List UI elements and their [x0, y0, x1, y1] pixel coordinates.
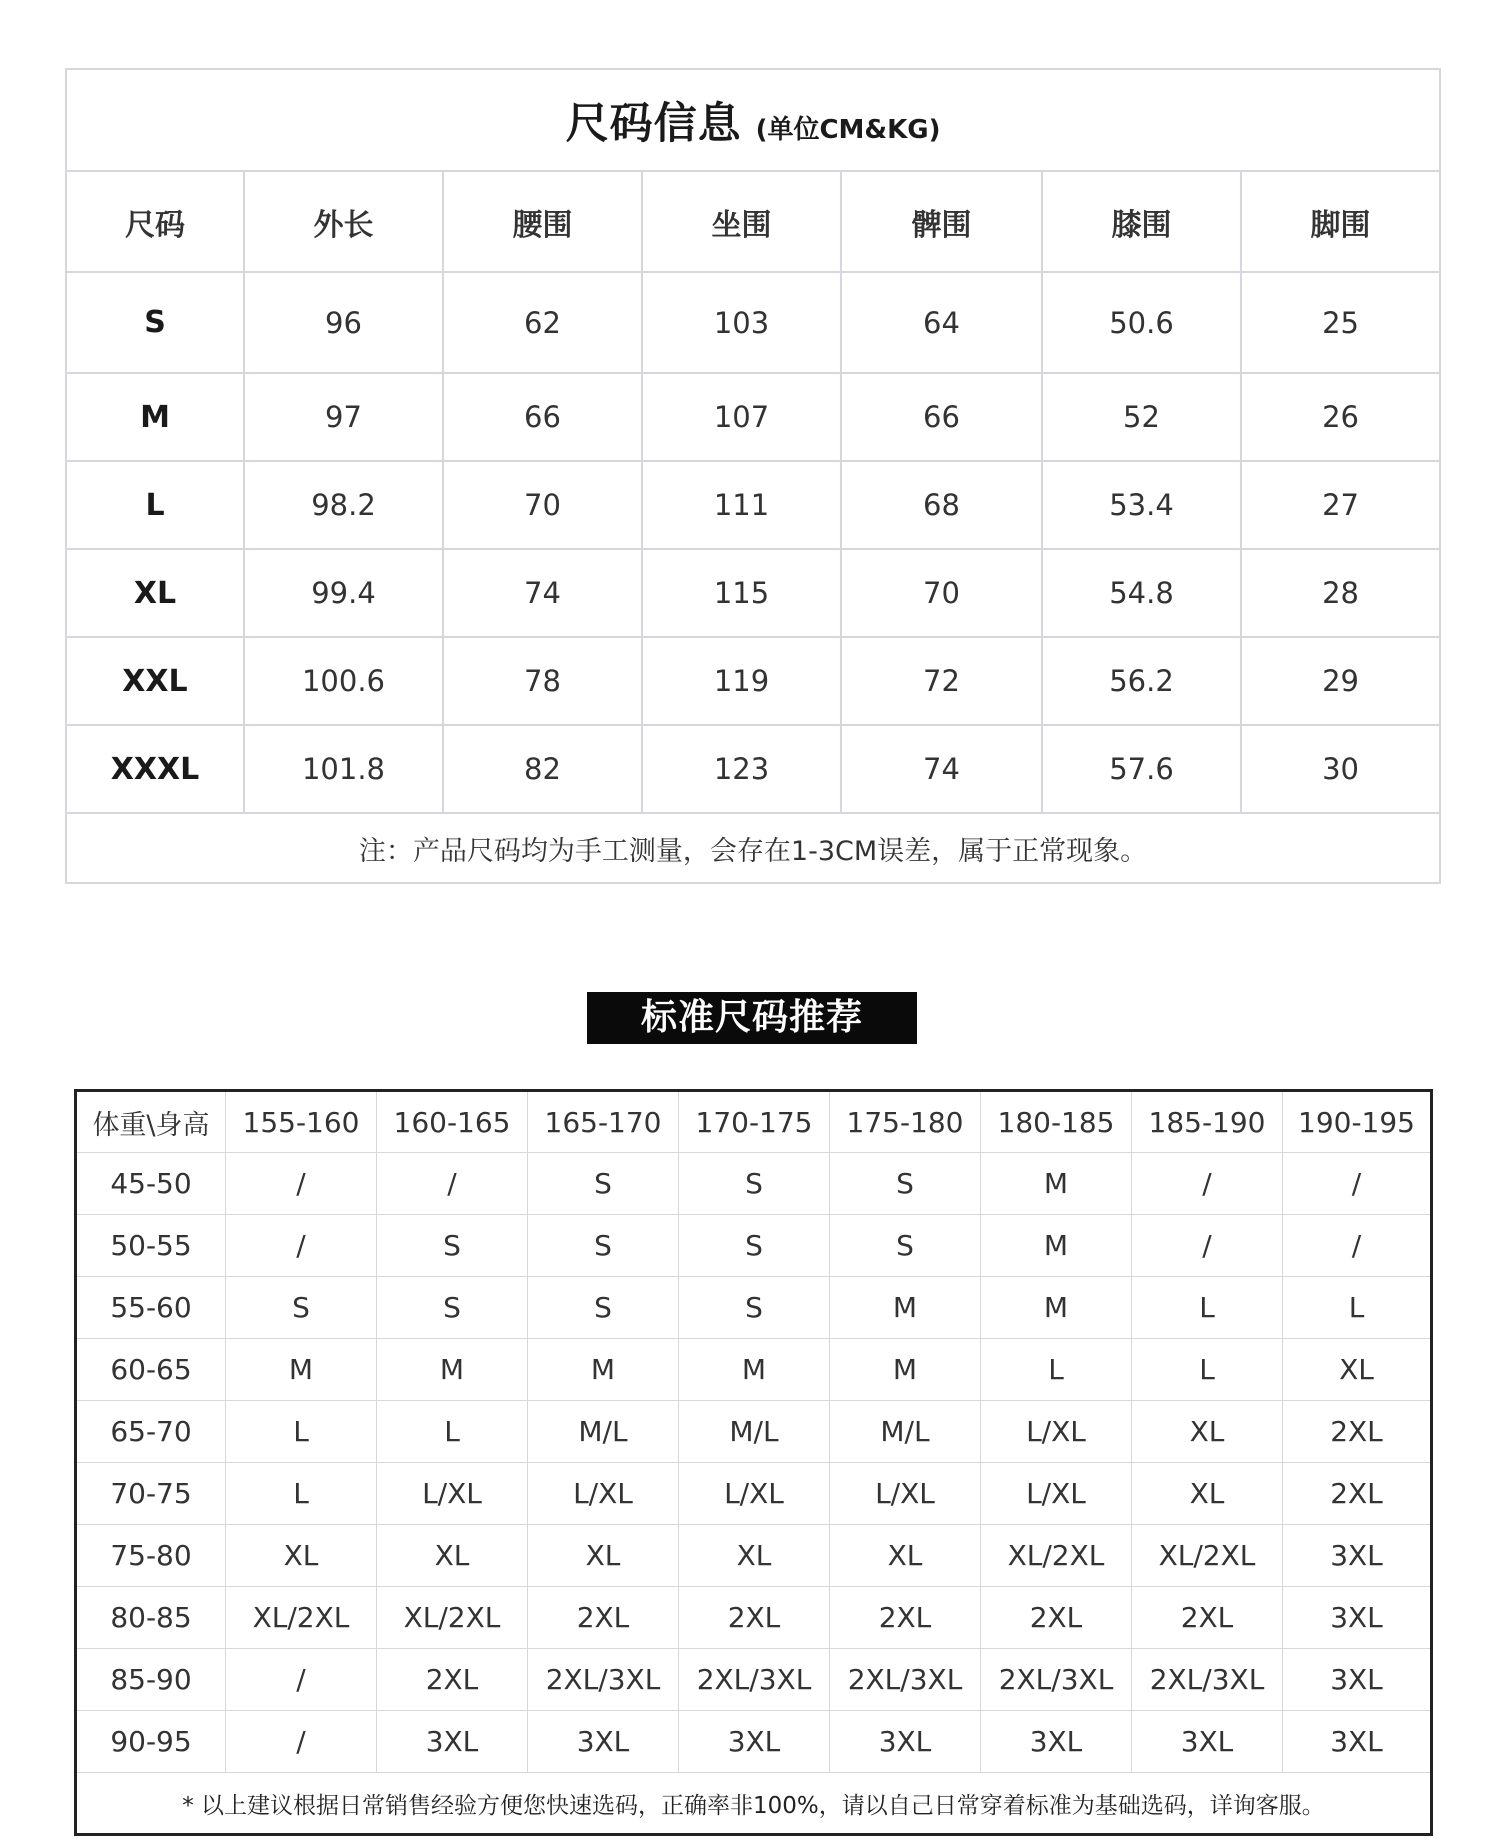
recommended-size-cell: XL/2XL [377, 1587, 528, 1649]
measurement-cell: 101.8 [244, 725, 443, 813]
recommended-size-cell: M [528, 1339, 679, 1401]
recommended-size-cell: M [679, 1339, 830, 1401]
recommended-size-cell: XL [1283, 1339, 1432, 1401]
recommended-size-cell: / [226, 1649, 377, 1711]
recommend-note-row [76, 1773, 1432, 1835]
measurement-cell: 98.2 [244, 461, 443, 549]
recommended-size-cell: L/XL [981, 1401, 1132, 1463]
measurement-cell: 111 [642, 461, 841, 549]
recommended-size-cell: S [377, 1277, 528, 1339]
recommended-size-cell: / [1283, 1215, 1432, 1277]
recommended-size-cell: XL [679, 1525, 830, 1587]
weight-range-cell: 80-85 [76, 1587, 226, 1649]
size-header-cell: 坐围 [642, 171, 841, 272]
measurement-cell: 27 [1241, 461, 1440, 549]
size-table-title [66, 69, 1440, 171]
height-header-cell: 180-185 [981, 1091, 1132, 1153]
measurement-cell: 57.6 [1042, 725, 1241, 813]
weight-range-cell: 65-70 [76, 1401, 226, 1463]
recommended-size-cell: 2XL [1283, 1463, 1432, 1525]
measurement-cell: 30 [1241, 725, 1440, 813]
recommended-size-cell: L/XL [830, 1463, 981, 1525]
table-row [66, 272, 1440, 373]
recommended-size-cell: L [1132, 1277, 1283, 1339]
recommended-size-cell: S [679, 1277, 830, 1339]
recommended-size-cell: 2XL/3XL [981, 1649, 1132, 1711]
size-table-header-row [66, 171, 1440, 272]
measurement-cell: 62 [443, 272, 642, 373]
recommended-size-cell: M [981, 1153, 1132, 1215]
recommended-size-cell: 3XL [528, 1711, 679, 1773]
recommended-size-cell: L [226, 1401, 377, 1463]
size-label: XXL [66, 637, 244, 725]
recommended-size-cell: S [830, 1153, 981, 1215]
recommended-size-cell: S [528, 1277, 679, 1339]
weight-range-cell: 75-80 [76, 1525, 226, 1587]
table-row [76, 1339, 1432, 1401]
recommended-size-cell: S [830, 1215, 981, 1277]
recommended-size-cell: 2XL [981, 1587, 1132, 1649]
recommended-size-cell: S [679, 1153, 830, 1215]
recommended-size-cell: XL/2XL [1132, 1525, 1283, 1587]
recommended-size-cell: M/L [528, 1401, 679, 1463]
recommended-size-cell: M [981, 1215, 1132, 1277]
measurement-cell: 99.4 [244, 549, 443, 637]
recommended-size-cell: XL [528, 1525, 679, 1587]
weight-height-corner: 体重\身高 [76, 1091, 226, 1153]
size-label: L [66, 461, 244, 549]
size-table-title-text: 尺码信息 [565, 98, 742, 149]
recommended-size-cell: 3XL [830, 1711, 981, 1773]
recommended-size-cell: XL [226, 1525, 377, 1587]
table-row [76, 1215, 1432, 1277]
height-header-cell: 185-190 [1132, 1091, 1283, 1153]
measurement-cell: 29 [1241, 637, 1440, 725]
weight-range-cell: 55-60 [76, 1277, 226, 1339]
measurement-cell: 119 [642, 637, 841, 725]
recommended-size-cell: 3XL [981, 1711, 1132, 1773]
table-row [76, 1649, 1432, 1711]
recommended-size-cell: 2XL/3XL [528, 1649, 679, 1711]
size-info-table [65, 68, 1441, 884]
recommended-size-cell: XL [830, 1525, 981, 1587]
weight-range-cell: 85-90 [76, 1649, 226, 1711]
recommended-size-cell: L [981, 1339, 1132, 1401]
height-header-cell: 175-180 [830, 1091, 981, 1153]
measurement-cell: 74 [841, 725, 1042, 813]
recommended-size-cell: 3XL [1283, 1587, 1432, 1649]
measurement-cell: 97 [244, 373, 443, 461]
recommended-size-cell: 2XL [679, 1587, 830, 1649]
size-header-cell: 腰围 [443, 171, 642, 272]
measurement-cell: 53.4 [1042, 461, 1241, 549]
recommended-size-cell: S [528, 1215, 679, 1277]
weight-range-cell: 45-50 [76, 1153, 226, 1215]
weight-range-cell: 90-95 [76, 1711, 226, 1773]
height-header-cell: 190-195 [1283, 1091, 1432, 1153]
recommended-size-cell: S [377, 1215, 528, 1277]
size-header-cell: 髀围 [841, 171, 1042, 272]
measurement-cell: 56.2 [1042, 637, 1241, 725]
table-row [76, 1153, 1432, 1215]
recommended-size-cell: 3XL [679, 1711, 830, 1773]
measurement-cell: 28 [1241, 549, 1440, 637]
recommended-size-cell: 2XL/3XL [679, 1649, 830, 1711]
table-row [76, 1525, 1432, 1587]
recommended-size-cell: XL [1132, 1401, 1283, 1463]
size-header-cell: 尺码 [66, 171, 244, 272]
measurement-cell: 107 [642, 373, 841, 461]
size-label: M [66, 373, 244, 461]
recommended-size-cell: L/XL [679, 1463, 830, 1525]
height-header-cell: 155-160 [226, 1091, 377, 1153]
recommended-size-cell: M [226, 1339, 377, 1401]
recommended-size-cell: / [226, 1711, 377, 1773]
recommended-size-cell: 2XL [1283, 1401, 1432, 1463]
table-row [66, 549, 1440, 637]
height-header-cell: 165-170 [528, 1091, 679, 1153]
measurement-cell: 115 [642, 549, 841, 637]
table-row [76, 1463, 1432, 1525]
measurement-cell: 25 [1241, 272, 1440, 373]
table-row [76, 1711, 1432, 1773]
measurement-cell: 70 [443, 461, 642, 549]
recommended-size-cell: L [226, 1463, 377, 1525]
recommended-size-cell: L [1132, 1339, 1283, 1401]
recommended-size-cell: 2XL/3XL [830, 1649, 981, 1711]
recommended-size-cell: 2XL/3XL [1132, 1649, 1283, 1711]
measurement-cell: 52 [1042, 373, 1241, 461]
recommended-size-cell: 3XL [377, 1711, 528, 1773]
recommend-note: * 以上建议根据日常销售经验方便您快速选码，正确率非100%，请以自己日常穿着标准为基础选码，详询客服。 [76, 1773, 1432, 1835]
recommended-size-cell: XL [1132, 1463, 1283, 1525]
table-row [66, 461, 1440, 549]
recommended-size-cell: L [1283, 1277, 1432, 1339]
recommended-size-cell: 3XL [1132, 1711, 1283, 1773]
measurement-cell: 64 [841, 272, 1042, 373]
recommended-size-cell: / [1132, 1215, 1283, 1277]
measurement-cell: 50.6 [1042, 272, 1241, 373]
measurement-cell: 70 [841, 549, 1042, 637]
recommended-size-cell: / [1132, 1153, 1283, 1215]
table-row [76, 1277, 1432, 1339]
measurement-cell: 66 [841, 373, 1042, 461]
recommended-size-cell: / [1283, 1153, 1432, 1215]
recommended-size-cell: XL [377, 1525, 528, 1587]
size-header-cell: 外长 [244, 171, 443, 272]
recommended-size-cell: M [377, 1339, 528, 1401]
recommended-size-cell: / [377, 1153, 528, 1215]
table-row [76, 1587, 1432, 1649]
measurement-cell: 74 [443, 549, 642, 637]
recommend-header-row [76, 1091, 1432, 1153]
recommended-size-cell: 3XL [1283, 1525, 1432, 1587]
measurement-note: 注：产品尺码均为手工测量，会存在1-3CM误差，属于正常现象。 [66, 813, 1440, 883]
measurement-cell: 123 [642, 725, 841, 813]
recommended-size-cell: L/XL [528, 1463, 679, 1525]
recommended-size-cell: XL/2XL [981, 1525, 1132, 1587]
recommended-size-cell: M/L [679, 1401, 830, 1463]
weight-range-cell: 50-55 [76, 1215, 226, 1277]
size-header-cell: 膝围 [1042, 171, 1241, 272]
size-recommend-table [74, 1089, 1433, 1836]
recommended-size-cell: S [226, 1277, 377, 1339]
table-row [76, 1401, 1432, 1463]
measurement-cell: 78 [443, 637, 642, 725]
height-header-cell: 170-175 [679, 1091, 830, 1153]
recommended-size-cell: 2XL [528, 1587, 679, 1649]
size-label: S [66, 272, 244, 373]
size-label: XL [66, 549, 244, 637]
recommended-size-cell: M [981, 1277, 1132, 1339]
recommended-size-cell: S [528, 1153, 679, 1215]
measurement-cell: 82 [443, 725, 642, 813]
recommended-size-cell: 2XL [830, 1587, 981, 1649]
measurement-cell: 100.6 [244, 637, 443, 725]
size-header-cell: 脚围 [1241, 171, 1440, 272]
table-row [66, 637, 1440, 725]
recommended-size-cell: XL/2XL [226, 1587, 377, 1649]
recommended-size-cell: / [226, 1215, 377, 1277]
recommend-banner: 标准尺码推荐 [587, 992, 917, 1044]
size-note-row [66, 813, 1440, 883]
recommended-size-cell: M [830, 1339, 981, 1401]
weight-range-cell: 60-65 [76, 1339, 226, 1401]
measurement-cell: 54.8 [1042, 549, 1241, 637]
measurement-cell: 66 [443, 373, 642, 461]
table-row [66, 725, 1440, 813]
measurement-cell: 68 [841, 461, 1042, 549]
size-table-unit: (单位CM&KG) [755, 114, 941, 145]
recommended-size-cell: L [377, 1401, 528, 1463]
recommended-size-cell: 2XL [1132, 1587, 1283, 1649]
recommended-size-cell: 3XL [1283, 1711, 1432, 1773]
measurement-cell: 103 [642, 272, 841, 373]
recommended-size-cell: 3XL [1283, 1649, 1432, 1711]
recommended-size-cell: / [226, 1153, 377, 1215]
recommended-size-cell: L/XL [981, 1463, 1132, 1525]
height-header-cell: 160-165 [377, 1091, 528, 1153]
measurement-cell: 26 [1241, 373, 1440, 461]
measurement-cell: 72 [841, 637, 1042, 725]
weight-range-cell: 70-75 [76, 1463, 226, 1525]
recommended-size-cell: S [679, 1215, 830, 1277]
recommended-size-cell: L/XL [377, 1463, 528, 1525]
table-row [66, 373, 1440, 461]
measurement-cell: 96 [244, 272, 443, 373]
recommended-size-cell: M [830, 1277, 981, 1339]
size-label: XXXL [66, 725, 244, 813]
recommended-size-cell: M/L [830, 1401, 981, 1463]
recommended-size-cell: 2XL [377, 1649, 528, 1711]
